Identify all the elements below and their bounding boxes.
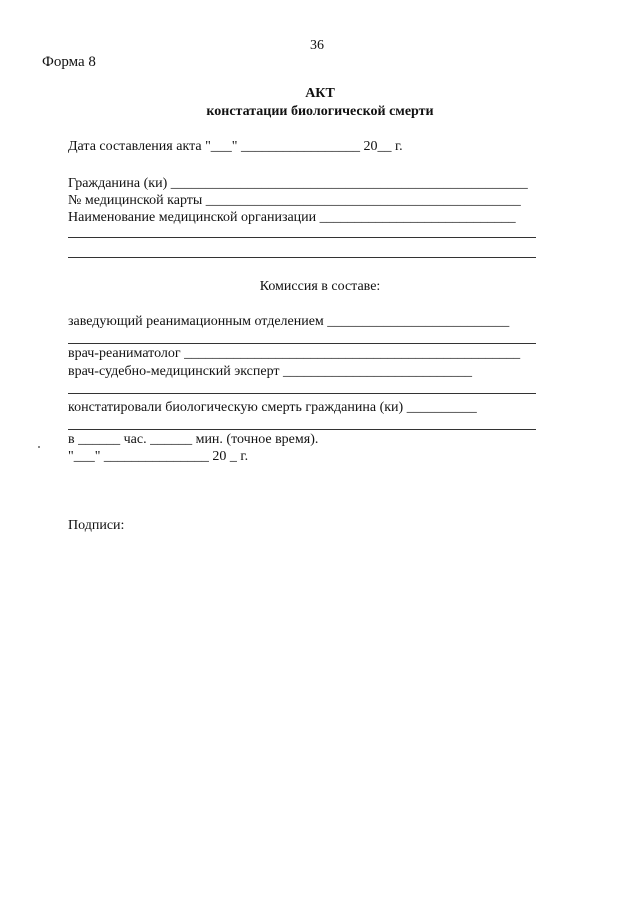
organization-line: Наименование медицинской организации ____________________________ — [68, 210, 516, 225]
date-line: Дата составления акта "___" _________________ 20__ г. — [68, 139, 403, 154]
page-number: 36 — [310, 38, 324, 53]
act-subtitle: констатации биологической смерти — [206, 104, 434, 119]
signatures-label: Подписи: — [68, 518, 125, 533]
act-title: АКТ — [305, 86, 335, 101]
forensic-expert-line: врач-судебно-медицинский эксперт ___________________________ — [68, 364, 473, 379]
stated-death-line: констатировали биологическую смерть гражданина (ки) __________ — [68, 400, 477, 415]
second-date-line: "___" _______________ 20 _ г. — [68, 449, 249, 464]
time-line: в ______ час. ______ мин. (точное время). — [68, 432, 319, 447]
blank-line — [68, 343, 536, 344]
blank-line — [68, 257, 536, 258]
head-of-department-line: заведующий реанимационным отделением __________________________ — [68, 314, 510, 329]
commission-heading: Комиссия в составе: — [259, 279, 381, 294]
blank-line — [68, 429, 536, 430]
medical-card-line: № медицинской карты _____________________________________________ — [68, 193, 521, 208]
resuscitator-line: врач-реаниматолог ________________________________________________ — [68, 346, 521, 361]
form-label: Форма 8 — [42, 54, 96, 70]
citizen-line: Гражданина (ки) ___________________________________________________ — [68, 176, 528, 191]
blank-line — [68, 237, 536, 238]
blank-line — [68, 393, 536, 394]
scan-speck — [38, 446, 40, 448]
